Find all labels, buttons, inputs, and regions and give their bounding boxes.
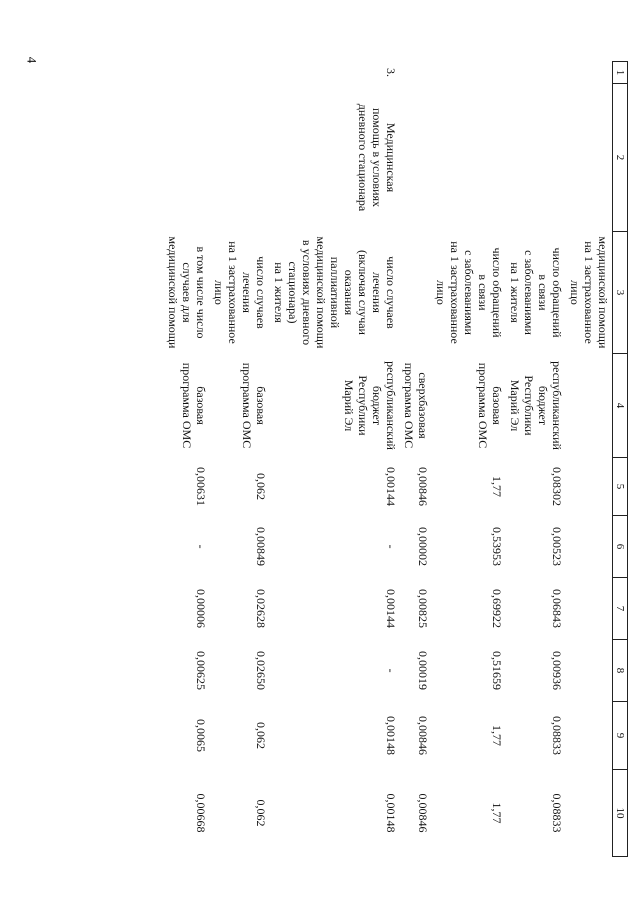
data-table xyxy=(164,61,628,857)
column-header: 4 xyxy=(613,354,628,458)
column-header: 2 xyxy=(613,84,628,232)
table-row xyxy=(566,62,613,857)
funding-source-cell: базовая программа ОМС xyxy=(476,362,504,449)
value-cell: 0,062 xyxy=(254,473,268,500)
value-cell: 0,062 xyxy=(254,799,268,827)
value-cell: 0,00846 xyxy=(416,793,430,833)
column-header: 3 xyxy=(613,232,628,354)
value-cell: 0,062 xyxy=(254,722,268,749)
value-cell: 0,00019 xyxy=(416,651,430,690)
service-type-cell xyxy=(506,84,566,232)
row-number-cell xyxy=(210,62,270,84)
value-cell: - xyxy=(384,668,398,673)
column-header: 6 xyxy=(613,516,628,578)
column-header: 10 xyxy=(613,770,628,857)
value-cell: 0,53953 xyxy=(490,527,504,566)
funding-source-cell: базовая программа ОМС xyxy=(180,362,208,449)
value-cell: 1,77 xyxy=(490,802,504,824)
value-cell: 0,00825 xyxy=(416,589,430,628)
service-type-cell xyxy=(164,84,210,232)
row-number-cell xyxy=(506,62,566,84)
indicator-cell xyxy=(400,232,432,354)
value-cell: 0,0065 xyxy=(194,719,208,752)
value-cell xyxy=(566,516,613,578)
column-header: 1 xyxy=(613,62,628,84)
row-number-cell: 3. xyxy=(384,68,398,77)
value-cell: 1,77 xyxy=(490,476,504,497)
column-header: 7 xyxy=(613,578,628,640)
value-cell: 0,00148 xyxy=(384,793,398,833)
value-cell: 0,00006 xyxy=(194,589,208,628)
row-number-cell xyxy=(400,62,432,84)
service-type-cell: Медицинская помощь в условиях дневного стационара xyxy=(356,103,398,212)
value-cell xyxy=(566,640,613,702)
value-cell: 0,00668 xyxy=(194,793,208,833)
column-header: 8 xyxy=(613,640,628,702)
value-cell: 0,00849 xyxy=(254,527,268,566)
value-cell: 0,00625 xyxy=(194,651,208,690)
value-cell: 0,00846 xyxy=(416,467,430,506)
indicator-cell: число обращений в связи с заболеваниями на 1 застрахованное лицо xyxy=(434,241,504,344)
service-type-cell xyxy=(566,84,613,232)
column-header: 9 xyxy=(613,702,628,770)
row-number-cell xyxy=(432,62,506,84)
funding-source-cell: республиканский бюджет Республики Марий Эл xyxy=(342,361,398,450)
value-cell: - xyxy=(384,544,398,549)
page-number: 4 xyxy=(24,56,40,64)
value-cell: 0,08833 xyxy=(550,793,564,833)
table-row xyxy=(400,62,432,857)
value-cell: 0,51659 xyxy=(490,651,504,690)
indicator-cell: в том числе число случаев для медицинской помощи xyxy=(166,236,208,349)
value-cell xyxy=(566,578,613,640)
service-type-cell xyxy=(210,84,270,232)
service-type-cell xyxy=(400,84,432,232)
value-cell: - xyxy=(194,544,208,549)
service-type-cell xyxy=(432,84,506,232)
row-number-cell xyxy=(164,62,210,84)
table-row xyxy=(506,62,566,857)
value-cell: 0,69922 xyxy=(490,589,504,628)
value-cell: 1,77 xyxy=(490,725,504,746)
value-cell: 0,00144 xyxy=(384,589,398,628)
value-cell: 0,00936 xyxy=(550,651,564,690)
value-cell: 0,00631 xyxy=(194,467,208,506)
indicator-cell: медицинской помощи на 1 застрахованное лицо xyxy=(568,236,610,349)
table-row xyxy=(270,62,400,857)
indicator-cell: число обращений в связи с заболеваниями на 1 жителя xyxy=(508,247,564,338)
column-header: 5 xyxy=(613,458,628,516)
funding-source-cell: республиканский бюджет Республики Марий Эл xyxy=(508,361,564,450)
table-row xyxy=(210,62,270,857)
value-cell xyxy=(566,458,613,516)
value-cell: 0,08302 xyxy=(550,467,564,506)
value-cell: 0,00523 xyxy=(550,527,564,566)
value-cell: 0,00846 xyxy=(416,716,430,755)
funding-source-cell: базовая программа ОМС xyxy=(240,362,268,449)
value-cell: 0,00002 xyxy=(416,527,430,566)
funding-source-cell xyxy=(566,354,613,458)
value-cell xyxy=(566,770,613,857)
table-row xyxy=(164,62,210,857)
row-number-cell xyxy=(566,62,613,84)
rotated-table-container xyxy=(102,61,628,856)
value-cell: 0,08833 xyxy=(550,716,564,755)
table-row xyxy=(432,62,506,857)
value-cell: 0,00148 xyxy=(384,716,398,755)
value-cell: 0,06843 xyxy=(550,589,564,628)
indicator-cell: число случаев лечения на 1 застрахованное лицо xyxy=(212,241,268,344)
funding-source-cell: сверхбазовая программа ОМС xyxy=(402,362,430,449)
indicator-cell: число случаев лечения (включая случаи оказания паллиативной медицинской помощи в условиях дневного стационара) на 1 жителя xyxy=(272,236,398,349)
value-cell: 0,02628 xyxy=(254,589,268,628)
value-cell: 0,02650 xyxy=(254,651,268,690)
table-header-row xyxy=(613,62,628,857)
value-cell xyxy=(566,702,613,770)
value-cell: 0,00144 xyxy=(384,467,398,506)
